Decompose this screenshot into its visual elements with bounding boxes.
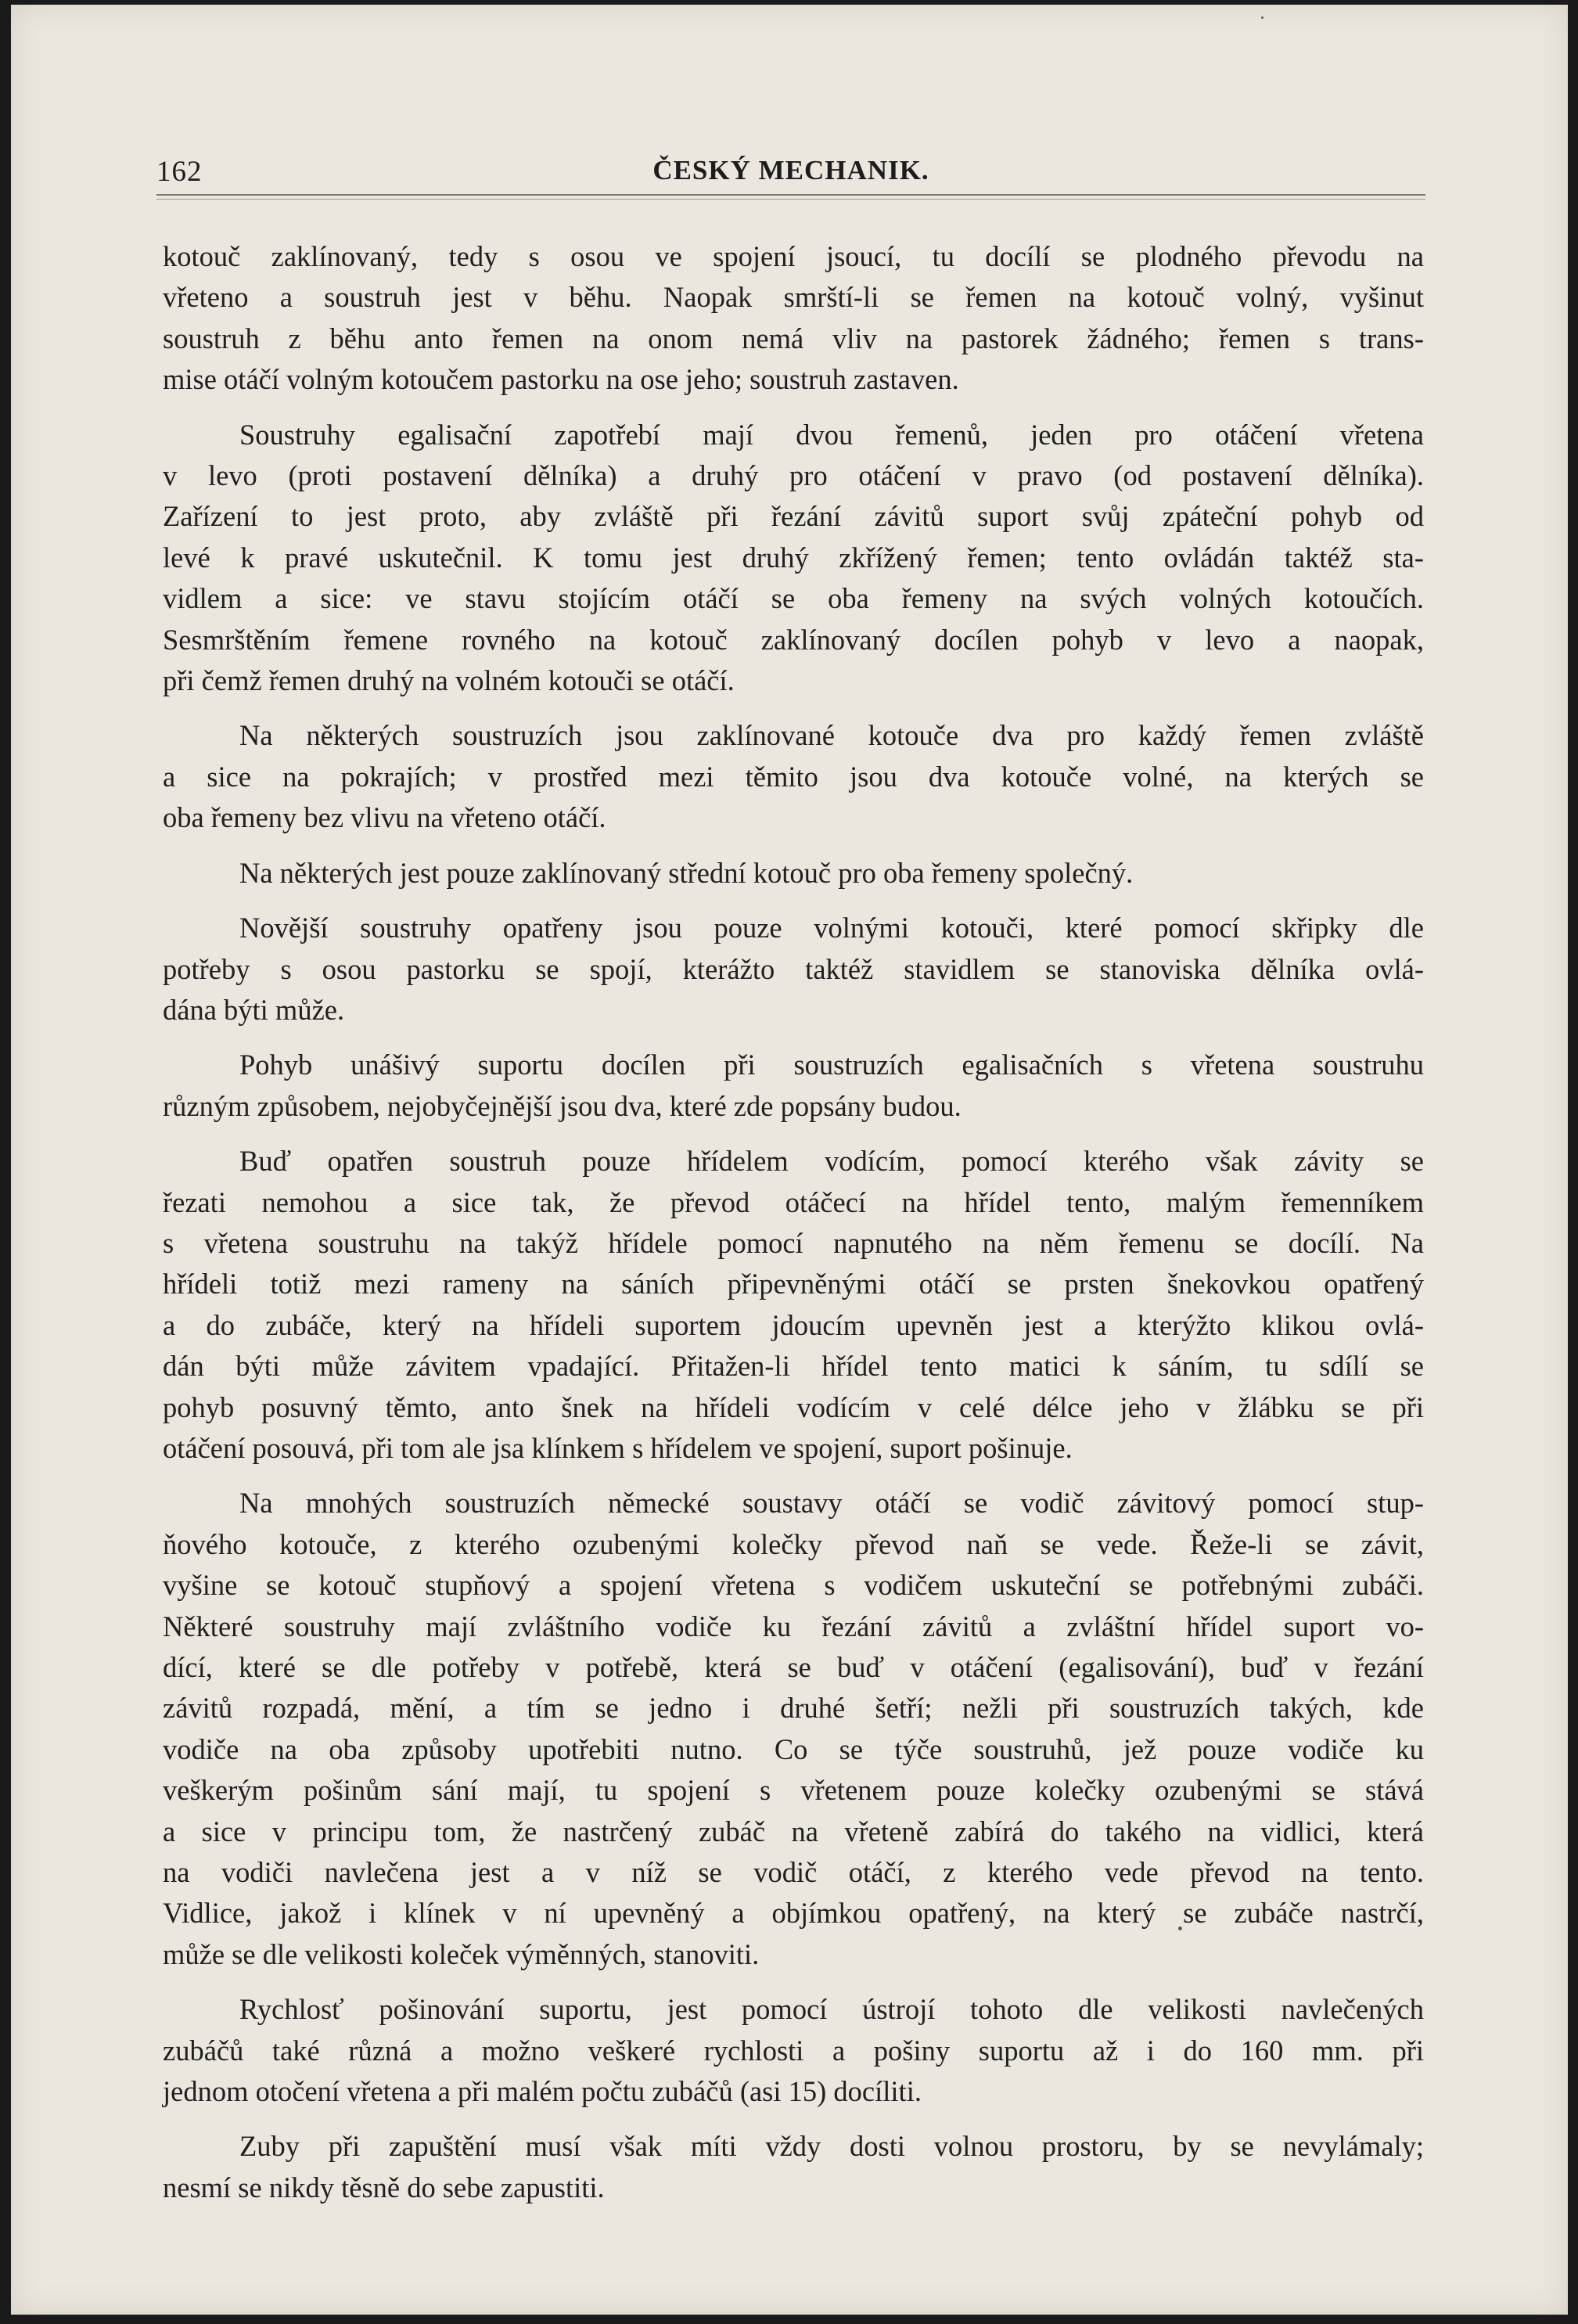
text-line: řezati nemohou a sice tak, že převod otáčecí na hřídel tento, malým řemenníkem [163,1185,1424,1218]
text-line: a do zubáče, který na hřídeli suportem jdoucím upevněn jest a kterýžto klikou ovlá- [163,1308,1424,1341]
text-line: Sesmrštěním řemene rovného na kotouč zaklínovaný docílen pohyb v levo a naopak, [163,623,1424,656]
paragraph [163,236,1424,401]
text-line: dána býti může. [163,993,345,1026]
text-line: Na některých jest pouze zaklínovaný střední kotouč pro oba řemeny společný. [239,856,1134,889]
text-line: otáčení posouvá, při tom ale jsa klínkem s hřídelem ve spojení, suport pošinuje. [163,1431,1073,1464]
text-line: pohyb posuvný těmto, anto šnek na hřídeli vodícím v celé délce jeho v žlábku se při [163,1390,1424,1423]
text-line: s vřetena soustruhu na takýž hřídele pomocí napnutého na něm řemenu se docílí. Na [163,1226,1424,1259]
text-line: Na mnohých soustruzích německé soustavy otáčí se vodič závitový pomocí stup- [239,1487,1424,1520]
text-line: kotouč zaklínovaný, tedy s osou ve spojení jsoucí, tu docílí se plodného převodu na [163,240,1424,272]
running-header [156,155,1425,194]
text-line: vyšine se kotouč stupňový a spojení vřetena s vodičem uskuteční se potřebnými zubáči. [163,1569,1424,1602]
text-line: mise otáčí volným kotoučem pastorku na ose jeho; soustruh zastaven. [163,363,959,396]
text-line: Zařízení to jest proto, aby zvláště při řezání závitů suport svůj zpáteční pohyb od [163,500,1424,533]
text-line: hřídeli totiž mezi rameny na sáních připevněnými otáčí se prsten šnekovkou opatřený [163,1268,1424,1301]
text-line: vidlem a sice: ve stavu stojícím otáčí se oba řemeny na svých volných kotoučích. [163,582,1424,615]
paper-speck [1261,16,1263,19]
text-line: Vidlice, jakož i klínek v ní upevněný a objímkou opatřený, na který se zubáče nastrčí, [163,1897,1424,1930]
page-number: 162 [156,156,203,188]
paragraph [163,1141,1424,1469]
text-line: Buď opatřen soustruh pouze hřídelem vodícím, pomocí kterého však závity se [239,1145,1424,1178]
text-line: veškerým pošinům sání mají, tu spojení s vřetenem pouze kolečky ozubenými se stává [163,1774,1424,1807]
paragraph [163,715,1424,838]
text-line: různým způsobem, nejobyčejnější jsou dva, které zde popsány budou. [163,1089,962,1122]
text-line: jednom otočení vřetena a při malém počtu zubáčů (asi 15) docíliti. [163,2075,922,2108]
paragraph [163,1483,1424,1975]
text-line: Rychlosť pošinování suportu, jest pomocí ústrojí tohoto dle velikosti navlečených [239,1993,1424,2026]
text-line: vodiče na oba způsoby upotřebiti nutno. Co se týče soustruhů, jež pouze vodiče ku [163,1732,1424,1765]
paragraph [163,2126,1424,2208]
paragraph [163,853,1424,894]
paragraph [163,415,1424,702]
text-line: Novější soustruhy opatřeny jsou pouze volnými kotouči, které pomocí skřipky dle [239,912,1424,944]
text-line: a sice v principu tom, že nastrčený zubáč na vřeteně zabírá do takého na vidlici, která [163,1815,1424,1847]
text-line: Soustruhy egalisační zapotřebí mají dvou řemenů, jeden pro otáčení vřetena [239,418,1424,451]
text-line: levé k pravé uskutečnil. K tomu jest druhý zkřížený řemen; tento ovládán taktéž sta- [163,541,1424,574]
text-line: v levo (proti postavení dělníka) a druhý pro otáčení v pravo (od postavení dělníka). [163,459,1424,492]
text-line: ňového kotouče, z kterého ozubenými kolečky převod naň se vede. Řeže-li se závit, [163,1527,1424,1560]
text-line: Pohyb unášivý suportu docílen při soustruzích egalisačních s vřetena soustruhu [239,1049,1424,1081]
text-line: a sice na pokrajích; v prostřed mezi těmito jsou dva kotouče volné, na kterých se [163,760,1424,793]
text-line: Některé soustruhy mají zvláštního vodiče ku řezání závitů a zvláštní hřídel suport vo- [163,1610,1424,1642]
text-line: soustruh z běhu anto řemen na onom nemá vliv na pastorek žádného; řemen s trans- [163,322,1424,354]
paragraph [163,1045,1424,1127]
text-line: oba řemeny bez vlivu na vřeteno otáčí. [163,801,606,834]
text-line: potřeby s osou pastorku se spojí, kterážto taktéž stavidlem se stanoviska dělníka ovlá- [163,952,1424,985]
paragraph [163,1989,1424,2112]
text-line: dán býti může závitem vpadající. Přitažen-li hřídel tento matici k sáním, tu sdílí se [163,1350,1424,1383]
header-rule [156,194,1425,196]
text-line: vřeteno a soustruh jest v běhu. Naopak smrští-li se řemen na kotouč volný, vyšinut [163,281,1424,314]
text-line: Na některých soustruzích jsou zaklínované kotouče dva pro každý řemen zvláště [239,719,1424,752]
text-line: dící, které se dle potřeby v potřebě, která se buď v otáčení (egalisování), buď v řezání [163,1651,1424,1683]
text-line: závitů rozpadá, mění, a tím se jedno i druhé šetří; nežli při soustruzích takých, kde [163,1692,1424,1725]
paragraph [163,908,1424,1031]
running-title: ČESKÝ MECHANIK. [652,155,929,185]
text-line: na vodiči navlečena jest a v níž se vodič otáčí, z kterého vede převod na tento. [163,1856,1424,1889]
body-text [163,236,1424,2222]
text-line: může se dle velikosti koleček výměnných, stanoviti. [163,1937,760,1970]
text-line: zubáčů také různá a možno veškeré rychlosti a pošiny suportu až i do 160 mm. při [163,2034,1424,2067]
text-line: při čemž řemen druhý na volném kotouči se otáčí. [163,664,735,697]
text-line: nesmí se nikdy těsně do sebe zapustiti. [163,2171,605,2203]
text-line: Zuby při zapuštění musí však míti vždy dosti volnou prostoru, by se nevylámaly; [239,2130,1424,2163]
header-rule-thin [156,199,1425,200]
